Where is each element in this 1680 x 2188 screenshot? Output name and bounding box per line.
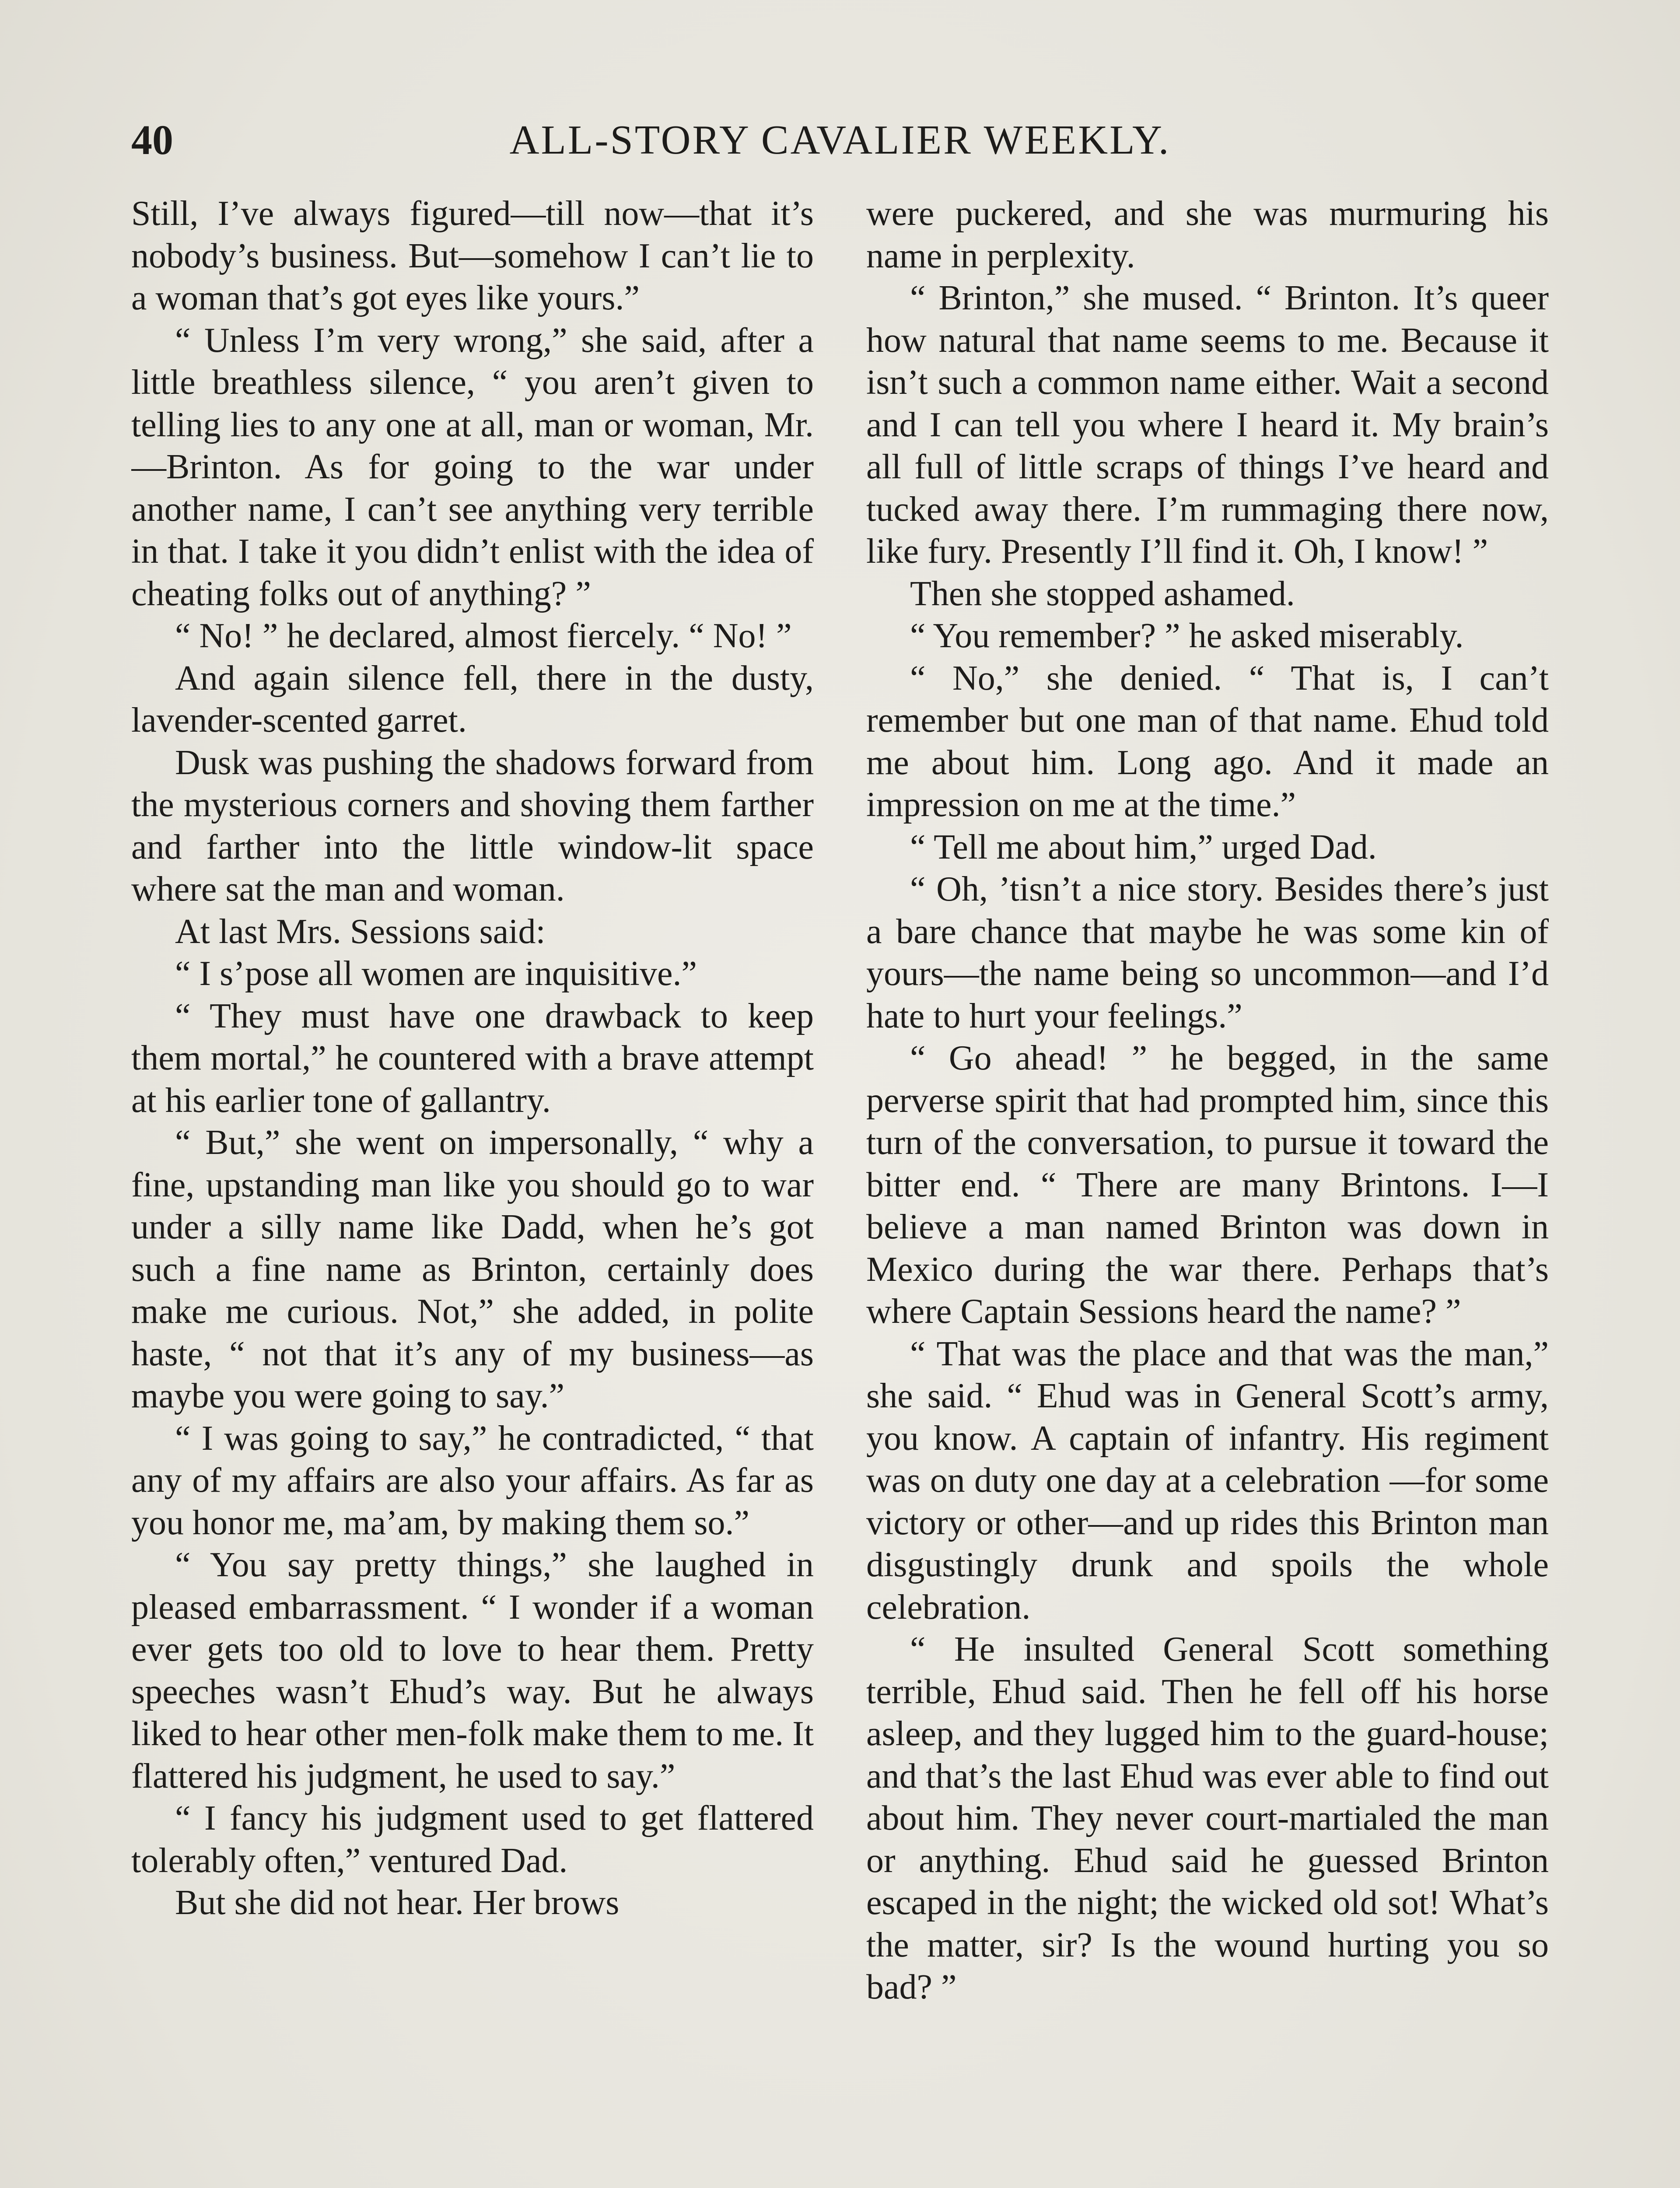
- paragraph: “ Go ahead! ” he begged, in the same perverse spirit that had prompted him, since this turn of the conversation, to pursue it toward the bitter end. “ There are many Brintons. I—I believe a man named Brinton was down in Mexico during the war there. Perhaps that’s where Captain Sessions heard the name? ”: [866, 1039, 1549, 1331]
- paragraph: “ You say pretty things,” she laughed in pleased embarrassment. “ I wonder if a woman ever gets too old to love to hear them. Pretty speeches wasn’t Ehud’s way. But he always liked to hear other men-folk make them to me. It flattered his judgment, he used to say.”: [131, 1546, 814, 1795]
- running-head: ALL-STORY CAVALIER WEEKLY.: [509, 117, 1171, 163]
- paragraph: “ They must have one drawback to keep them mortal,” he countered with a brave attempt at his earlier tone of gallantry.: [131, 996, 814, 1120]
- page-header: [131, 109, 1549, 171]
- paragraph: Dusk was pushing the shadows forward from the mysterious corners and shoving them farther and farther into the little window-lit space where sat the man and woman.: [131, 743, 814, 908]
- paragraph: Then she stopped ashamed.: [910, 574, 1295, 613]
- paragraph: “ Unless I’m very wrong,” she said, after a little breathless silence, “ you aren’t given to telling lies to any one at all, man or woman, Mr.—Brinton. As for going to the war under another name, I can’t see anything very terrible in that. I take it you didn’t enlist with the idea of cheating folks out of anything? ”: [131, 321, 814, 613]
- paragraph: “ I fancy his judgment used to get flattered tolerably often,” ventured Dad.: [131, 1799, 814, 1880]
- page-number: 40: [131, 116, 173, 163]
- left-column: [131, 193, 814, 2188]
- paragraph: “ I was going to say,” he contradicted, “ that any of my affairs are also your affairs. As far as you honor me, ma’am, by making them so.”: [131, 1419, 814, 1542]
- right-column: [866, 193, 1549, 2188]
- paragraph: But she did not hear. Her brows: [175, 1883, 620, 1922]
- paragraph: were puckered, and she was murmuring his name in perplexity.: [866, 194, 1549, 275]
- paragraph: “ No! ” he declared, almost fiercely. “ No! ”: [175, 617, 792, 655]
- paragraph: “ You remember? ” he asked miserably.: [910, 617, 1464, 655]
- paragraph: “ Tell me about him,” urged Dad.: [910, 828, 1377, 866]
- text-columns: [131, 193, 1549, 2188]
- paragraph: “ No,” she denied. “ That is, I can’t remember but one man of that name. Ehud told me about him. Long ago. And it made an impression on me at the time.”: [866, 659, 1549, 824]
- paragraph: “ I s’pose all women are inquisitive.”: [175, 954, 697, 993]
- paragraph: “ But,” she went on impersonally, “ why a fine, upstanding man like you should go to war under a silly name like Dadd, when he’s got such a fine name as Brinton, certainly does make me curious. Not,” she added, in polite haste, “ not that it’s any of my business—as maybe you were going to say.”: [131, 1123, 814, 1415]
- paragraph: “ He insulted General Scott something terrible, Ehud said. Then he fell off his horse asleep, and they lugged him to the guard-house; and that’s the last Ehud was ever able to find out about him. They never court-martialed the man or anything. Ehud said he guessed Brinton escaped in the night; the wicked old sot! What’s the matter, sir? Is the wound hurting you so bad? ”: [866, 1630, 1549, 2006]
- paragraph: “ That was the place and that was the man,” she said. “ Ehud was in General Scott’s army, you know. A captain of infantry. His regiment was on duty one day at a celebration —for some victory or other—and up rides this Brinton man disgustingly drunk and spoils the whole celebration.: [866, 1334, 1549, 1627]
- paragraph: At last Mrs. Sessions said:: [175, 912, 546, 951]
- paragraph: Still, I’ve always figured—till now—that it’s nobody’s business. But—somehow I can’t lie to a woman that’s got eyes like yours.”: [131, 194, 814, 317]
- paragraph: “ Brinton,” she mused. “ Brinton. It’s queer how natural that name seems to me. Because it isn’t such a common name either. Wait a second and I can tell you where I heard it. My brain’s all full of little scraps of things I’ve heard and tucked away there. I’m rummaging there now, like fury. Presently I’ll find it. Oh, I know! ”: [866, 279, 1549, 571]
- paragraph: “ Oh, ’tisn’t a nice story. Besides there’s just a bare chance that maybe he was some kin of yours—the name being so uncommon—and I’d hate to hurt your feelings.”: [866, 870, 1549, 1035]
- paragraph: And again silence fell, there in the dusty, lavender-scented garret.: [131, 659, 814, 740]
